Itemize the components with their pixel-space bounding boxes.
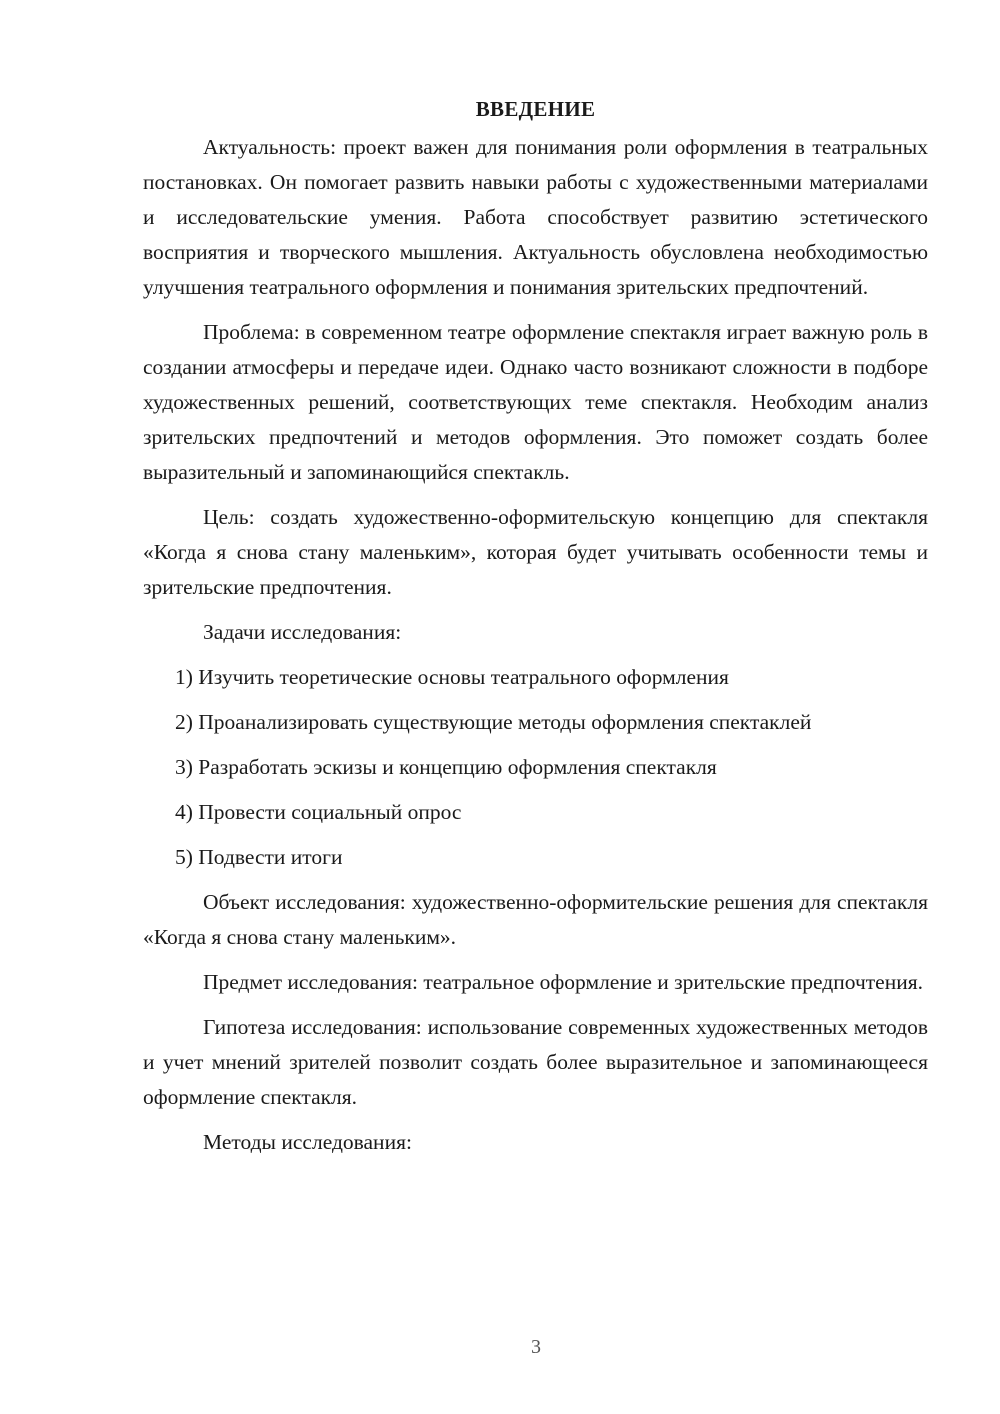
section-heading: ВВЕДЕНИЕ <box>475 97 596 121</box>
page-content <box>143 92 928 1170</box>
task-item-5: 5) Подвести итоги <box>175 845 343 869</box>
task-item-4: 4) Провести социальный опрос <box>175 800 462 824</box>
page-number: 3 <box>531 1336 541 1358</box>
subject-paragraph: Предмет исследования: театральное оформление и зрительские предпочтения. <box>203 970 923 994</box>
task-list <box>143 660 928 875</box>
tasks-title: Задачи исследования: <box>203 620 402 644</box>
task-item-1: 1) Изучить теоретические основы театрального оформления <box>175 665 729 689</box>
methods-title: Методы исследования: <box>203 1130 412 1154</box>
task-item-2: 2) Проанализировать существующие методы оформления спектаклей <box>175 710 812 734</box>
task-item-3: 3) Разработать эскизы и концепцию оформления спектакля <box>175 755 717 779</box>
goal-paragraph: Цель: создать художественно-оформительскую концепцию для спектакля «Когда я снова стану маленьким», которая будет учитывать особенности темы и зрительские предпочтения. <box>143 505 928 599</box>
problem-paragraph: Проблема: в современном театре оформление спектакля играет важную роль в создании атмосферы и передаче идеи. Однако часто возникают сложности в подборе художественных решений, соответствующих теме спектакля. Необходим анализ зрительских предпочтений и методов оформления. Это поможет создать более выразительный и запоминающийся спектакль. <box>143 320 928 484</box>
object-paragraph: Объект исследования: художественно-оформительские решения для спектакля «Когда я снова стану маленьким». <box>143 890 928 949</box>
relevance-paragraph: Актуальность: проект важен для понимания роли оформления в театральных постановках. Он помогает развить навыки работы с художественными материалами и исследовательские умения. Работа способствует развитию эстетического восприятия и творческого мышления. Актуальность обусловлена необходимостью улучшения театрального оформления и понимания зрительских предпочтений. <box>143 135 928 299</box>
hypothesis-paragraph: Гипотеза исследования: использование современных художественных методов и учет мнений зрителей позволит создать более выразительное и запоминающееся оформление спектакля. <box>143 1015 928 1109</box>
